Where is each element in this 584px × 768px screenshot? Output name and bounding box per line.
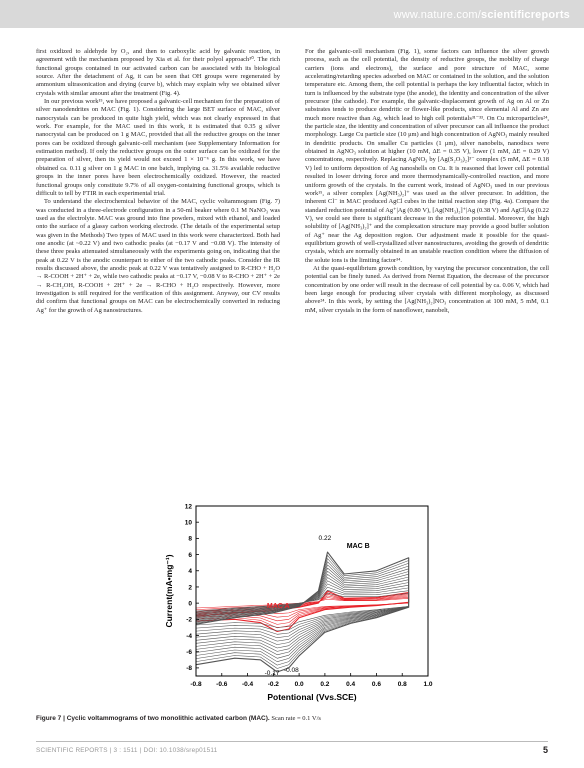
y-tick-label: -2 (186, 616, 192, 624)
y-axis-label: Current(mA•mg⁻¹) (164, 554, 174, 628)
y-tick-label: 8 (188, 535, 192, 543)
url-prefix: www.nature.com/ (393, 9, 482, 21)
anodic-peak-label: 0.22 (318, 535, 332, 542)
figure-caption (36, 714, 548, 723)
cv-chart (36, 496, 548, 714)
y-tick-label: 10 (184, 519, 192, 527)
x-axis-label: Potentional (Vvs.SCE) (267, 692, 357, 702)
journal-url[interactable] (394, 9, 570, 21)
cathodic-peak-label-2: -0.08 (283, 666, 299, 674)
x-tick-label: -0.8 (190, 681, 202, 688)
paragraph: For the galvanic-cell mechanism (Fig. 1), some factors can influence the silver growth process, such as the cell potential, the density of reductive groups, the mobility of charge carriers (ions and electrons), the surface and pore structure of MAC, some accelerating/retarding species adsorbed on MAC or contained in the solution, and the solution temperature etc. Among them, the cell potential is perhaps the key influential factor, which in turn is influenced by the substrate type (the anode), the identity and concentration of the silver precursor (the cathode). For example, the galvanic-displacement growth of Ag on Al or Zn substrates tends to produce dendritic or flower-like products, since elemental Al and Zn are much more reactive than Ag, which lead to high cell potentials³¹⁻³³. On Cu microparticles²⁴, the particle size, the identity and concentration of silver precursor can all influence the product morphology. Large Cu particle size (10 μm) and high concentration of AgNO₃ mainly resulted in dendritic products. On smaller Cu particles (1 μm), silver nanobelts, nanodiscs were obtained in AgNO₃ solution at higher (10 mM, ΔE = 0.35 V), lower (1 mM, ΔE = 0.29 V) concentrations, respectively. Replacing AgNO₃ by [Ag(S₂O₃)₂]³⁻ complex (5 mM, ΔE = 0.18 V) led to uniform deposition of Ag nanoshells on Cu. It is reasoned that lower cell potential resulted in lower driving force and more thermodynamically-controlled reaction, and more uniform growth of the crystals. In the current work, instead of AgNO₃ used in our previous work¹⁵, a silver complex [Ag(NH₃)₂]⁺ was used as the silver precursor. In addition, the inherent Cl⁻ in MAC produced AgCl cubes in the initial reaction step (Fig. 4a). Compare the standard reduction potential of Ag⁺|Ag (0.80 V), [Ag(NH₃)₂]⁺|Ag (0.38 V) and AgCl|Ag (0.22 V), we could see there is significant decrease in the reduction potential. Moreover, the high solubility of [Ag(NH₃)₂]⁺ and the complexation structure may provide a good buffer solution of Ag⁺ near the Ag deposition region. Our adjustment made it possible for the quasi-equilibrium growth of well-crystallized silver nanostructures, avoiding the growth of dendritic crystals, which are normally obtained in an unstable reaction condition where the diffusion of the solute ions is the limiting factor³⁴. (305, 48, 549, 264)
y-tick-label: 4 (188, 568, 192, 576)
figure-7 (36, 496, 548, 726)
x-tick-label: -0.6 (216, 681, 228, 688)
y-tick-label: 12 (184, 503, 192, 511)
x-tick-label: -0.2 (267, 681, 279, 688)
y-tick-label: 2 (188, 584, 192, 592)
paragraph: first oxidized to aldehyde by O₂, and then to carboxylic acid by galvanic reaction, in agreement with the mechanism proposed by Xia et al. for their polyol approach³⁰. The rich functional groups contained in our activated carbon can be associated with its biological source. After the detachment of Ag, it can be seen that OH groups were regenerated by ammonium ultrasonication and drying (curve b), which may explain why we obtained silver crystals with similar amount after the treatment (Fig. 4). (36, 48, 280, 97)
caption-label: Figure 7 | Cyclic voltammograms of two monolithic activated carbon (MAC). (36, 715, 270, 722)
y-tick-label: -6 (186, 649, 192, 657)
y-tick-label: -4 (186, 632, 192, 640)
x-tick-label: 0.6 (371, 681, 381, 688)
x-tick-label: 1.0 (423, 681, 433, 688)
cathodic-peak-label-1: -0.17 (264, 670, 280, 678)
left-column (36, 48, 280, 315)
series-label-mac-a: MAC A (266, 603, 290, 610)
y-tick-label: 6 (188, 551, 192, 559)
header-bar (0, 0, 584, 28)
paragraph: To understand the electrochemical behavior of the MAC, cyclic voltammogram (Fig. 7) was conducted in a three-electrode configuration in a 50-ml beaker where 0.1 M NaNO₃ was used as the electrolyte. MAC was ground into fine powders, mixed with ethanol, and loaded onto the surface of a glassy carbon working electrode. (The details of the experimental setup was given in the Methods) Two types of MAC used in this work were characterized. Both had one anodic (at ~0.22 V) and two cathodic peaks (at −0.17 V and −0.08 V). The intensity of these three peaks attenuated simultaneously with the experiments going on, indicating that the peak at 0.22 V is the anodic counterpart to either of the two cathodic peaks. Consider the IR results discussed above, the anodic peak at 0.22 V was tentatively assigned to R-CHO + H₂O → R-COOH + 2H⁺ + 2e, while two cathodic peaks at −0.17 V, −0.08 V to R-CHO + 2H⁺ + 2e → R-CH₂OH, R-COOH + 2H⁺ + 2e → R-CHO + H₂O respectively. However, more investigation is still required for the verification of this assignment. Anyway, our CV results did confirm that functional groups on MAC can be electrochemically converted in reducing Ag⁺ for the growth of Ag nanostructures. (36, 198, 280, 314)
series-label-mac-b: MAC B (346, 543, 370, 551)
y-tick-label: 0 (188, 600, 192, 608)
right-column (305, 48, 549, 315)
footer-text: SCIENTIFIC REPORTS | 3 : 1511 | DOI: 10.1038/srep01511 (36, 747, 218, 754)
x-tick-label: 0.8 (397, 681, 407, 688)
x-tick-label: 0.2 (320, 681, 330, 688)
caption-text: Scan rate = 0.1 V/s (269, 715, 321, 722)
x-tick-label: 0.0 (294, 681, 304, 688)
footer-rule (36, 741, 548, 742)
url-bold: scientificreports (481, 9, 570, 21)
page-number: 5 (542, 745, 548, 755)
y-tick-label: -8 (186, 665, 192, 673)
x-tick-label: 0.4 (346, 681, 356, 688)
paragraph: In our previous work¹⁵, we have proposed a galvanic-cell mechanism for the preparation of silver nanodendrites on MAC (Fig. 1). Considering the large BET surface of MAC, silver nanocrystals can be produced in quite high yield, which was not clearly expressed in that work. For example, for the MAC used in this work, it is estimated that 0.35 g silver nanocrystal can be produced on 1 g MAC, provided that all the reductive groups on the inner pores can be oxidized through galvanic-cell mechanism (see Supplementary Information for estimation method). If only the reductive groups on the outer surface can be oxidized for the preparation of silver, then its yield would not exceed 1 × 10⁻⁶ g. In this work, we have obtained ca. 0.11 g silver on 1 g MAC in one batch, implying ca. 31.5% available reductive groups in the inner pores have been electrochemically oxidized. However, the reacted functional groups only constitute 9.7% of all oxygen-containing functional groups, which is difficult to tell by FTIR in each experimental trial. (36, 98, 280, 197)
paragraph: At the quasi-equilibrium growth condition, by varying the precursor concentration, the cell potential can be finely tuned. As derived from Nernst Equation, the decrease of the precursor concentration by one order will result in the decrease of cell potential by ca. 0.06 V, which had been large enough for producing silver crystals with different morphology, as discussed above²⁴. In this work, by setting the [Ag(NH₃)₂]NO₃ concentration at 100 mM, 5 mM, 0.1 mM, silver crystals in the form of nanoflower, nanobelt, (305, 264, 549, 314)
x-tick-label: -0.4 (241, 681, 254, 688)
